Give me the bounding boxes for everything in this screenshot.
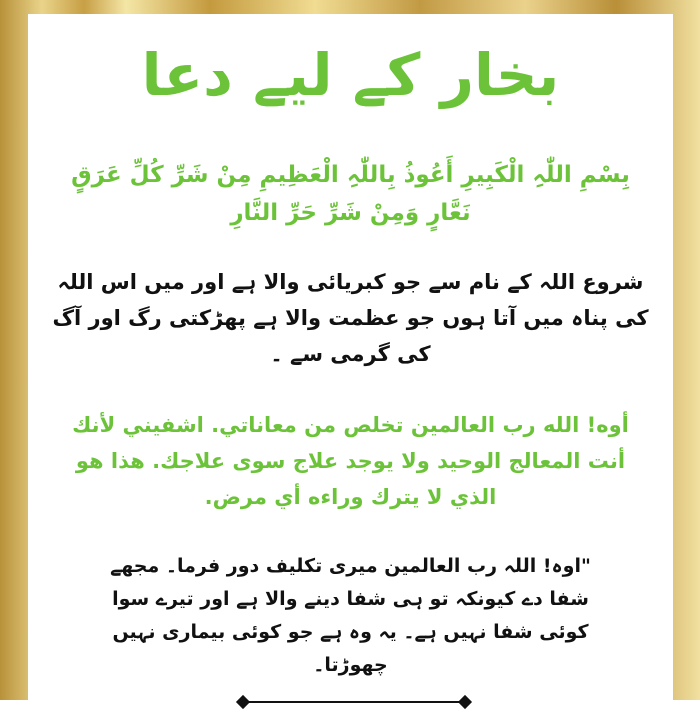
diamond-left-icon (236, 695, 250, 709)
content-card (28, 14, 673, 700)
ornament-divider (236, 694, 472, 710)
divider-line (244, 701, 464, 703)
urdu-translation-text: شروع اللہ کے نام سے جو کبریائی والا ہے اور میں اس اللہ کی پناہ میں آتا ہوں جو عظمت والا ہے پھڑکتی رگ اور آگ کی گرمی سے ۔ (52, 270, 649, 366)
page-title: بخار کے لیے دعا (141, 41, 560, 109)
urdu-prayer-text: "اوہ! اللہ رب العالمین میری تکلیف دور فرما۔ مجھے شفا دے کیونکہ تو ہی شفا دینے والا ہے اور تیرے سوا کوئی شفا نہیں ہے۔ یہ وہ ہے جو کوئی بیماری نہیں چھوڑتا۔ (110, 555, 591, 676)
arabic-prayer-text: أوه! الله رب العالمين تخلص من معاناتي. اشفيني لأنك أنت المعالج الوحيد ولا يوجد علاج سوى علاجك. هذا هو الذي لا يترك وراءه أي مرض. (72, 413, 629, 509)
diamond-right-icon (458, 695, 472, 709)
arabic-dua-text: بِسْمِ اللّٰہِ الْکَبِیرِ أَعُوذُ بِاللّٰہِ الْعَظِیمِ مِنْ شَرِّ کُلِّ عَرَقٍ نَعَّارٍ وَمِنْ شَرِّ حَرِّ النَّارِ (71, 162, 630, 226)
